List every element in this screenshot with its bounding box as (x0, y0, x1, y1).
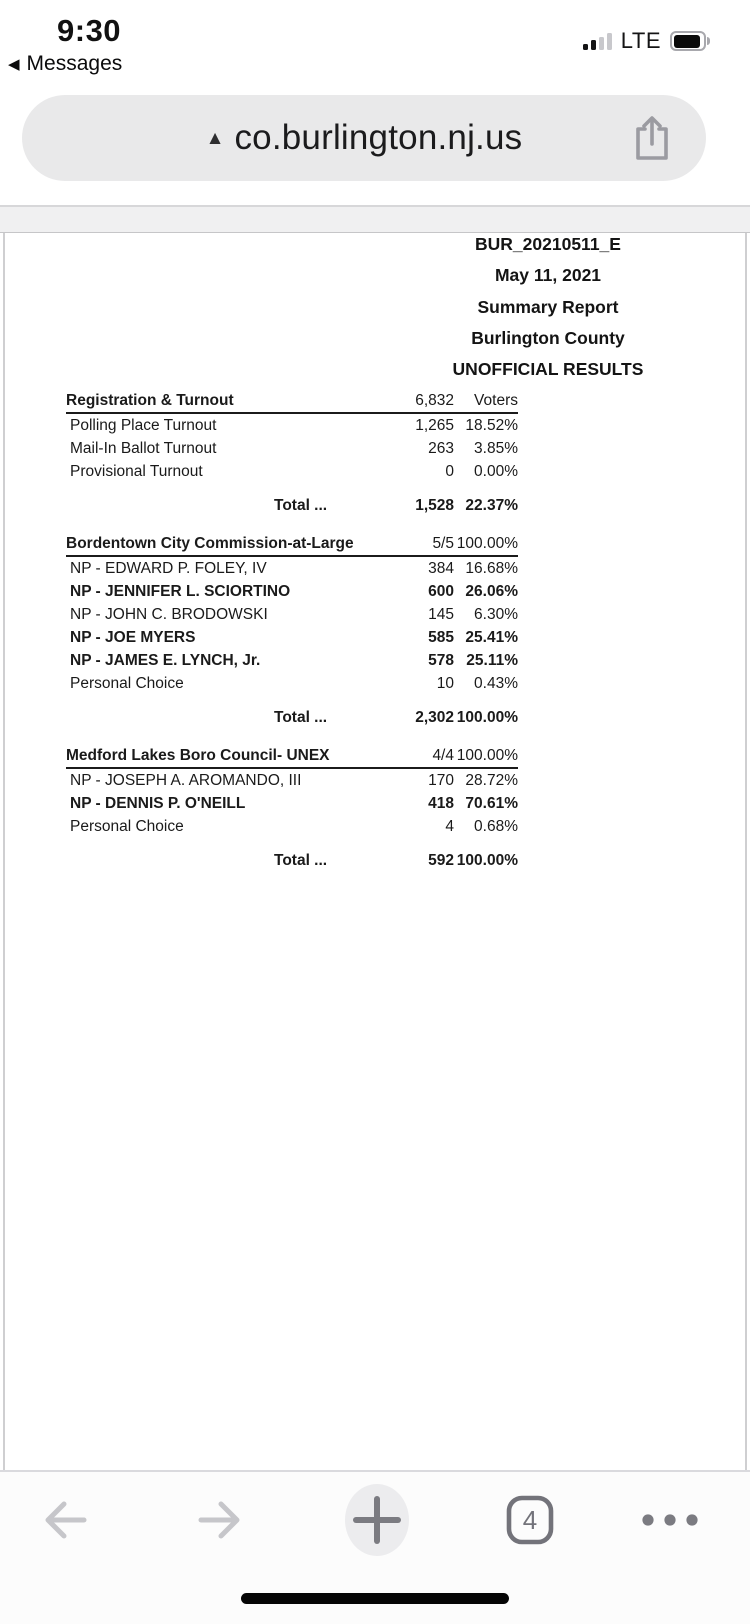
back-triangle-icon: ◀ (8, 55, 20, 73)
candidate-row (66, 414, 518, 437)
row-votes: 384 (428, 559, 454, 577)
row-label: NP - EDWARD P. FOLEY, IV (70, 559, 267, 577)
back-arrow-icon (40, 1494, 92, 1546)
candidate-row (66, 460, 518, 483)
candidate-row (66, 626, 518, 649)
total-row (66, 706, 518, 729)
section-title: Registration & Turnout (66, 392, 234, 409)
not-secure-warning-icon: ▲ (205, 128, 225, 149)
row-label: NP - JOE MYERS (70, 628, 196, 646)
total-pct: 100.00% (456, 708, 518, 726)
report-header-line: Summary Report (477, 297, 619, 317)
row-votes: 1,265 (415, 416, 454, 434)
forward-arrow-icon (193, 1494, 245, 1546)
clock: 9:30 (57, 13, 122, 48)
back-to-app-label: Messages (26, 52, 123, 75)
section-stat-votes: 4/4 (432, 747, 454, 764)
address-bar[interactable] (22, 95, 706, 181)
row-label: NP - JENNIFER L. SCIORTINO (70, 582, 291, 600)
row-label: NP - JOSEPH A. AROMANDO, III (70, 771, 302, 789)
row-label: Polling Place Turnout (70, 416, 217, 434)
status-indicators (583, 28, 710, 54)
row-pct: 0.00% (474, 462, 518, 480)
section-header-row (66, 392, 518, 414)
total-votes: 592 (428, 851, 454, 869)
candidate-row (66, 603, 518, 626)
row-votes: 418 (428, 794, 454, 812)
tabs-button[interactable] (504, 1494, 556, 1549)
section-title: Bordentown City Commission-at-Large (66, 535, 354, 552)
section-stat-pct: Voters (474, 392, 518, 409)
row-pct: 70.61% (465, 794, 518, 812)
row-label: Mail-In Ballot Turnout (70, 439, 217, 457)
row-pct: 18.52% (465, 416, 518, 434)
row-pct: 25.11% (466, 651, 518, 669)
share-icon (630, 114, 674, 164)
report-header-line: May 11, 2021 (494, 265, 602, 285)
total-row (66, 494, 518, 517)
carrier-label: LTE (620, 28, 661, 53)
row-pct: 3.85% (474, 439, 518, 457)
row-label: NP - JAMES E. LYNCH, Jr. (70, 651, 261, 669)
contest-section (66, 747, 518, 872)
section-header-row (66, 535, 518, 557)
forward-button[interactable] (193, 1494, 245, 1549)
total-votes: 2,302 (415, 708, 454, 726)
row-label: Personal Choice (70, 674, 184, 692)
report-header (380, 229, 716, 385)
url-domain: co.burlington.nj.us (234, 118, 523, 157)
section-rows (66, 557, 518, 695)
plus-icon (353, 1496, 401, 1544)
report-header-line: Burlington County (471, 328, 625, 348)
total-votes: 1,528 (415, 496, 454, 514)
row-pct: 0.43% (474, 674, 518, 692)
status-bar (0, 0, 750, 90)
section-stat-pct: 100.00% (456, 535, 518, 552)
new-tab-button[interactable] (345, 1484, 409, 1556)
candidate-row (66, 437, 518, 460)
section-stat-votes: 6,832 (415, 392, 454, 409)
row-label: NP - DENNIS P. O'NEILL (70, 794, 246, 812)
total-label: Total ... (274, 496, 328, 514)
row-pct: 6.30% (474, 605, 518, 623)
back-button[interactable] (40, 1494, 92, 1549)
section-stat-votes: 5/5 (432, 535, 454, 552)
report-header-line: UNOFFICIAL RESULTS (452, 359, 644, 379)
home-indicator[interactable] (241, 1593, 509, 1604)
share-button[interactable] (630, 114, 674, 164)
contest-section (66, 392, 518, 517)
total-pct: 22.37% (465, 496, 518, 514)
section-stat-pct: 100.00% (456, 747, 518, 764)
ellipsis-icon (634, 1508, 706, 1532)
row-pct: 28.72% (465, 771, 518, 789)
contest-section (66, 535, 518, 729)
back-to-messages-link[interactable] (8, 52, 122, 76)
more-options-button[interactable] (634, 1508, 706, 1535)
total-pct: 100.00% (456, 851, 518, 869)
section-rows (66, 769, 518, 838)
battery-icon (670, 31, 710, 51)
candidate-row (66, 815, 518, 838)
candidate-row (66, 649, 518, 672)
row-votes: 263 (428, 439, 454, 457)
tab-count: 4 (522, 1505, 538, 1535)
pdf-page[interactable] (3, 233, 747, 1471)
candidate-row (66, 672, 518, 695)
row-votes: 600 (428, 582, 454, 600)
total-row (66, 849, 518, 872)
candidate-row (66, 792, 518, 815)
signal-strength-icon (583, 33, 612, 50)
row-pct: 16.68% (465, 559, 518, 577)
row-votes: 170 (428, 771, 454, 789)
row-votes: 10 (436, 674, 454, 692)
row-votes: 0 (445, 462, 454, 480)
row-pct: 25.41% (465, 628, 518, 646)
row-votes: 145 (428, 605, 454, 623)
section-header-row (66, 747, 518, 769)
row-votes: 578 (428, 651, 454, 669)
row-votes: 4 (445, 817, 454, 835)
row-pct: 26.06% (465, 582, 518, 600)
candidate-row (66, 557, 518, 580)
candidate-row (66, 580, 518, 603)
section-title: Medford Lakes Boro Council- UNEX (66, 747, 330, 764)
report-header-line: BUR_20210511_E (475, 234, 621, 254)
row-label: Personal Choice (70, 817, 184, 835)
row-pct: 0.68% (474, 817, 518, 835)
row-votes: 585 (428, 628, 454, 646)
row-label: Provisional Turnout (70, 462, 203, 480)
row-label: NP - JOHN C. BRODOWSKI (70, 605, 268, 623)
total-label: Total ... (274, 851, 328, 869)
total-label: Total ... (274, 708, 328, 726)
candidate-row (66, 769, 518, 792)
report-sections (66, 392, 518, 890)
section-rows (66, 414, 518, 483)
